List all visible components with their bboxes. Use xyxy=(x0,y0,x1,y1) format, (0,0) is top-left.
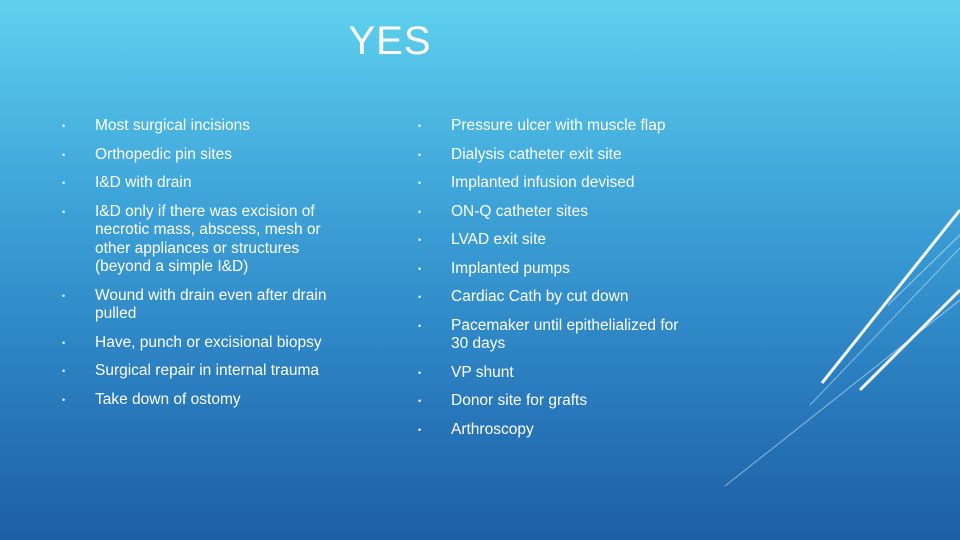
list-item-text: Most surgical incisions xyxy=(95,117,251,134)
list-item-text: Implanted pumps xyxy=(451,259,570,277)
bullet-icon: • xyxy=(62,149,66,160)
bullet-icon: • xyxy=(62,394,66,405)
bullet-icon: • xyxy=(62,121,66,131)
bullet-icon: • xyxy=(418,320,422,331)
bullet-icon: • xyxy=(418,367,422,378)
bullet-icon: • xyxy=(418,206,422,217)
list-item-text: Surgical repair in internal trauma xyxy=(95,362,319,379)
bullet-icon: • xyxy=(418,178,422,188)
bullet-icon: • xyxy=(418,263,422,274)
list-item-text: I&D only if there was excision of necrotic mass, abscess, mesh or other appliances or structures (beyond a simple I&D) xyxy=(95,202,321,275)
slide-title: YES xyxy=(348,19,432,63)
list-item-text: Orthopedic pin sites xyxy=(95,145,232,163)
bullet-icon: • xyxy=(418,292,422,302)
bullet-icon: • xyxy=(418,235,422,245)
bullet-icon: • xyxy=(62,290,66,301)
list-item-text: Arthroscopy xyxy=(451,420,534,438)
list-item-text: Pressure ulcer with muscle flap xyxy=(451,117,666,134)
bullet-icon: • xyxy=(418,121,422,131)
list-item-text: ON-Q catheter sites xyxy=(451,202,588,220)
list-item-text: Donor site for grafts xyxy=(451,392,588,409)
decorative-line xyxy=(725,300,960,486)
bullet-icon: • xyxy=(62,337,66,348)
list-item-text: Cardiac Cath by cut down xyxy=(451,288,629,305)
bullet-icon: • xyxy=(62,206,66,217)
list-item-text: Wound with drain even after drain pulled xyxy=(95,286,327,322)
list-item-text: I&D with drain xyxy=(95,174,192,191)
bullet-icon: • xyxy=(62,178,66,188)
list-item-text: Take down of ostomy xyxy=(95,390,241,408)
bullet-icon: • xyxy=(418,396,422,406)
bullet-icon: • xyxy=(418,424,422,435)
decorative-line xyxy=(810,248,960,405)
decorative-line xyxy=(888,235,960,305)
bullet-icon: • xyxy=(62,366,66,376)
list-item-text: Have, punch or excisional biopsy xyxy=(95,333,322,351)
list-item-text: Implanted infusion devised xyxy=(451,174,635,191)
list-item-text: Dialysis catheter exit site xyxy=(451,145,622,163)
bullet-icon: • xyxy=(418,149,422,160)
list-item-text: Pacemaker until epithelialized for 30 days xyxy=(451,316,679,352)
list-item-text: VP shunt xyxy=(451,363,514,381)
list-item-text: LVAD exit site xyxy=(451,231,547,248)
